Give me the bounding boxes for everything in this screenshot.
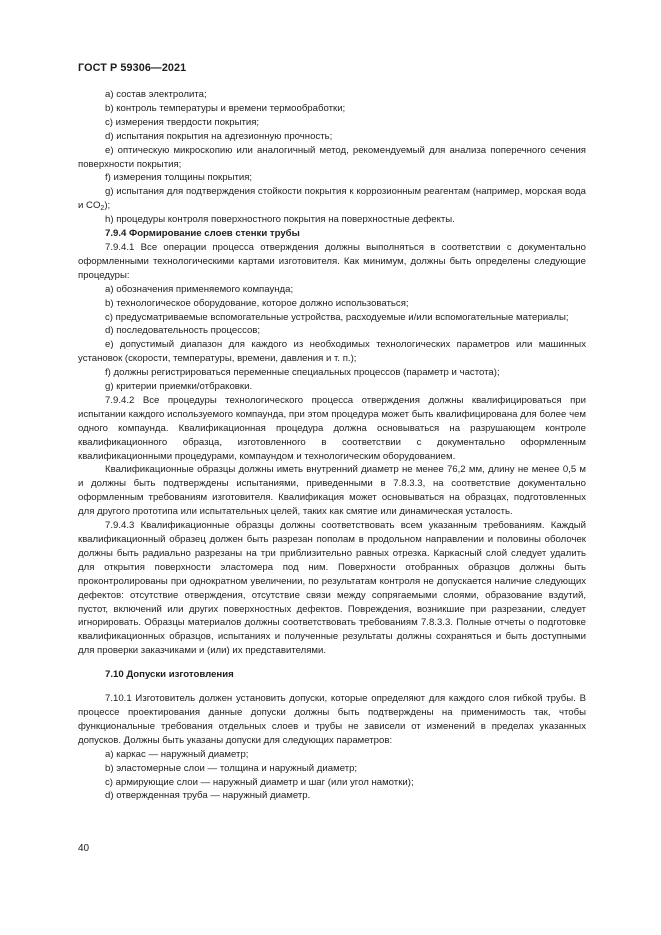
subscript: 2 — [100, 205, 105, 213]
list-item: d) последовательность процессов; — [105, 325, 261, 337]
document-header: ГОСТ Р 59306—2021 — [78, 62, 187, 74]
list-item — [78, 185, 586, 213]
list-item: a) обозначения применяемого компаунда; — [105, 283, 294, 295]
list-item: b) эластомерные слои — толщина и наружный диаметр; — [105, 762, 358, 774]
list-item: d) испытания покрытия на адгезионную прочность; — [105, 130, 333, 142]
list-item: e) допустимый диапазон для каждого из необходимых технологических параметров или машинных установок (скорости, температуры, времени, давления и т. п.); — [78, 339, 586, 365]
list-item: b) контроль температуры и времени термообработки; — [105, 102, 346, 114]
list-item: e) оптическую микроскопию или аналогичный метод, рекомендуемый для анализа поперечного сечения поверхности покрытия; — [78, 144, 586, 170]
list-item: a) состав электролита; — [105, 89, 207, 100]
list-item: f) должны регистрироваться переменные специальных процессов (параметр и частота); — [105, 367, 500, 379]
paragraph: 7.9.4.2 Все процедуры технологического процесса отверждения должны квалифицироваться при испытании каждого используемого компаунда, при этом процедура может быть квалифицирована для более чем одного компаунда. Квалификационная процедура должна основываться на разрушающем контроле квалификационного образца, изготовленного в соответствии с документально оформленным квалификационными процедурами, компаундом и технологическим оборудованием. — [78, 394, 586, 462]
list-item-text: g) испытания для подтверждения стойкости покрытия к коррозионным реагентам (например, морская вода и CO — [78, 186, 586, 212]
list-item-text-end: ); — [104, 200, 111, 212]
list-item: h) процедуры контроля поверхностного покрытия на поверхностные дефекты. — [105, 214, 455, 226]
list-item: c) армирующие слои — наружный диаметр и шаг (или угол намотки); — [105, 776, 414, 788]
list-item: b) технологическое оборудование, которое должно использоваться; — [105, 297, 409, 309]
paragraph: 7.9.4.1 Все операции процесса отверждения должны выполняться в соответствии с документально оформленными технологическими картами изготовителя. Как минимум, должны быть определены следующие процедуры: — [78, 241, 586, 281]
paragraph: 7.9.4.3 Квалификационные образцы должны соответствовать всем указанным требованиям. Каждый квалификационный образец должен быть разрезан пополам в продольном направлении и половины оболочек должны быть радиально разрезаны на три приблизительно равных отрезка. Каркасный слой следует удалить для открытия поверхности эластомера под ним. Поверхности отобранных образцов должны быть проконтролированы при однократном увеличении, по результатам контроля не допускается наличие следующих дефектов: отсутствие отверждения, отсутствие связи между сопрягаемыми слоями, образование вздутий, пустот, включений или других поверхностных дефектов. Повреждения, возникшие при разрезании, следует игнорировать. Образцы материалов должны соответствовать требованиям 7.8.3.3. Полные отчеты о подготовке квалификационных образцов, испытаниях и полученные результаты должны сохраняться и быть доступными для проверки заказчиками и (или) их представителями. — [78, 520, 586, 657]
section-heading: 7.10 Допуски изготовления — [105, 669, 234, 681]
list-item: a) каркас — наружный диаметр; — [105, 748, 249, 760]
document-body — [78, 88, 586, 803]
list-item: c) предусматриваемые вспомогательные устройства, расходуемые и/или вспомогательные материалы; — [105, 311, 569, 323]
list-item: g) критерии приемки/отбраковки. — [105, 381, 253, 393]
page-number: 40 — [78, 843, 90, 854]
paragraph: Квалификационные образцы должны иметь внутренний диаметр не менее 76,2 мм, длину не менее 0,5 м и должны быть подтверждены испытаниями, приведенными в 7.8.3.3, на соответствие документально оформленным требованиям изготовителя. Квалификация может основываться на образцах, подготовленных для другого прототипа или испытательных целей, таких как смятие или динамическая усталость. — [78, 464, 586, 518]
list-item: d) отвержденная труба — наружный диаметр. — [105, 790, 311, 802]
list-item: f) измерения толщины покрытия; — [105, 172, 253, 184]
paragraph: 7.10.1 Изготовитель должен установить допуски, которые определяют для каждого слоя гибкой трубы. В процессе проектирования данные допуски должны быть подтверждены на применимость так, чтобы функциональные требования отдельных слоев и трубы не зависели от изменений в пределах указанных допусков. Должны быть указаны допуски для следующих параметров: — [78, 693, 586, 746]
section-heading: 7.9.4 Формирование слоев стенки трубы — [105, 228, 300, 240]
list-item: c) измерения твердости покрытия; — [105, 116, 260, 128]
